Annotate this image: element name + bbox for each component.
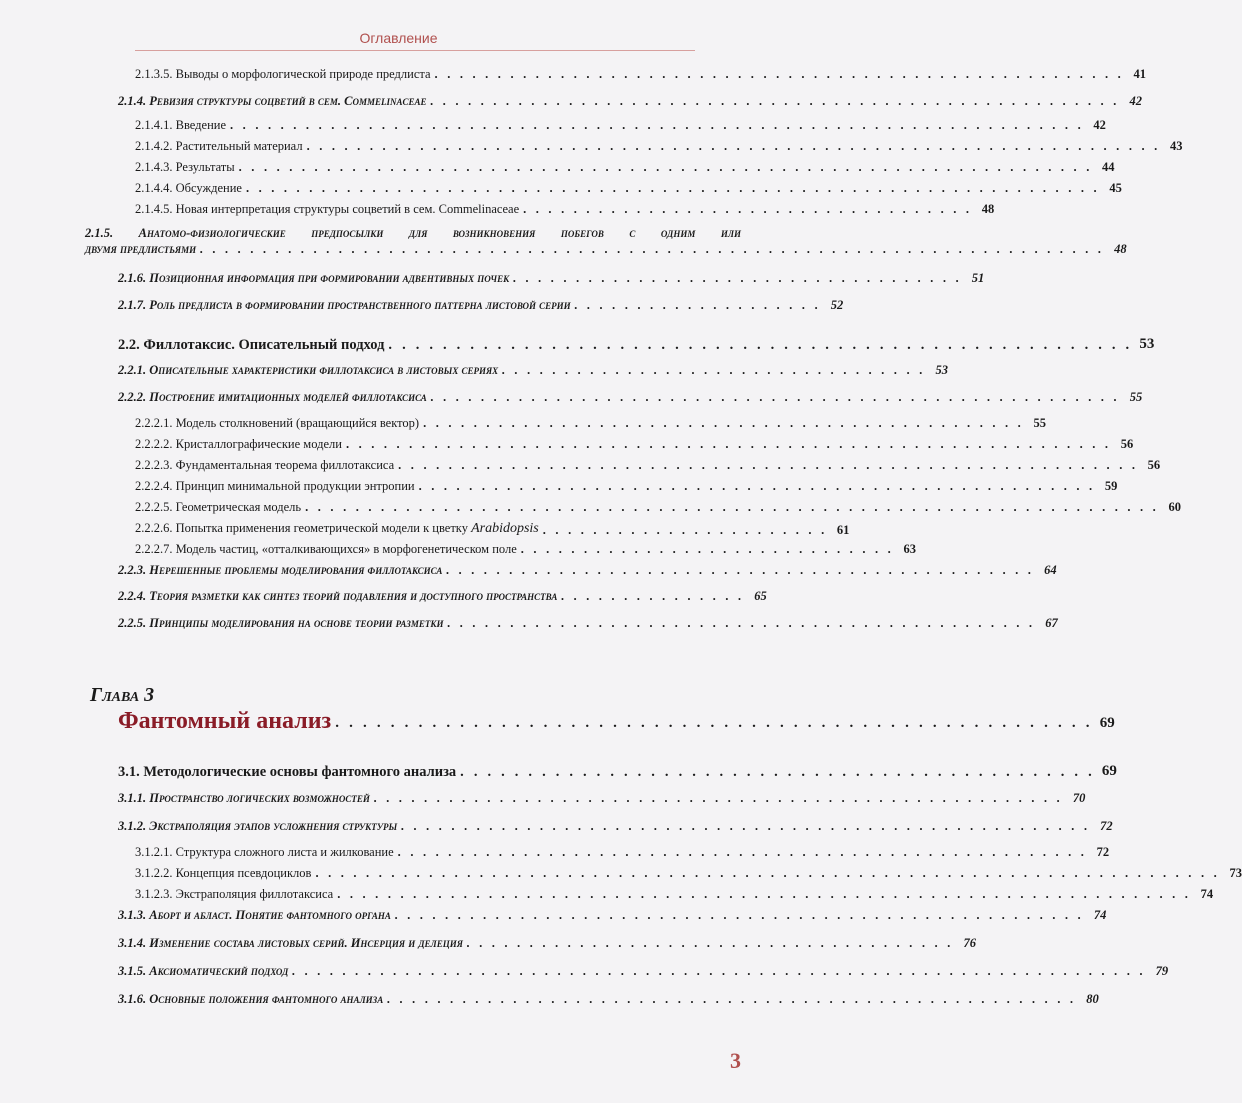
leader-dots: . . . . . . . . . . . . . . . . . . . . . . . . . . . . . . . . . . . . . . . . . . . . . . . . . . . . . . . [387,992,1077,1006]
toc-entry[interactable] [118,908,1107,922]
leader-dots: . . . . . . . . . . . . . . . . . . . . . . . . . . . . . . . . . . . . . . . . . . . . . . . . . . . . . . . . . . . . . [345,437,1112,451]
toc-entry[interactable] [135,437,1134,451]
leader-dots: . . . . . . . . . . . . . . . . . . . . . . . . . . . . . . . . . . . . . . . . . . . . . . . . . . . . . . . [430,94,1120,108]
leader-dots: . . . . . . . . . . . . . . . . . . . . . . . . . . . . . . . . . . . . . . . . . . . . . . . . . . . . . . . . . . . . . . . . . . . . [305,500,1159,514]
toc-entry[interactable] [118,298,844,312]
toc-entry-page: 56 [1120,437,1134,451]
toc-entry-title: 3.1. Методологические основы фантомного анализа [118,763,457,780]
toc-entry-page: 48 [1114,241,1127,256]
toc-entry[interactable] [135,866,1242,880]
toc-entry[interactable] [118,390,1143,404]
toc-entry-page: 76 [963,936,976,950]
toc-entry[interactable] [118,94,1142,108]
toc-entry-page: 56 [1147,458,1161,472]
toc-entry[interactable] [135,500,1181,514]
leader-dots: . . . . . . . . . . . . . . . . . . . . . . . . . . . . . . . . . . . . . . . . . . . . . . . . . . . . . . . [335,715,1093,732]
toc-entry-title: 2.2.2.5. Геометрическая модель [135,500,302,514]
toc-entry-title: 2.2. Филлотаксис. Описательный подход [118,336,385,353]
toc-entry[interactable] [118,964,1169,978]
toc-entry-page: 52 [830,298,844,312]
leader-dots: . . . . . . . . . . . . . . . . . . . . . . . . . . . . . . . . . . . . . . . . . . . . . . . . . . . . . . . . . . . . . . . . . . . . [292,964,1147,978]
toc-entry[interactable] [118,763,1117,780]
toc-entry-title: 3.1.3. Аборт и абласт. Понятие фантомного органа [118,908,391,922]
toc-entry-page: 51 [971,271,985,285]
toc-entry-title-line1: 2.1.5. Анатомо-физиологические предпосылки для возникновения побегов с одним или [85,226,741,240]
leader-dots: . . . . . . . . . . . . . . . . . . . . . . . . . . . . . . . . . . . . . . . . . . . . . . . [446,563,1035,577]
toc-entry-title: 3.1.1. Пространство логических возможностей [118,791,370,805]
toc-entry-title: 2.1.3.5. Выводы о морфологической природе предлиста [135,67,431,81]
toc-entry-page: 70 [1072,791,1086,805]
leader-dots: . . . . . . . . . . . . . . . . . . . . . . . . . . . . . . . . . . . . . . . [466,936,954,950]
toc-entry-title: 2.2.4. Теория разметки как синтез теорий подавления и доступного пространства [118,589,558,603]
chapter-label: Глава 3 [90,684,155,706]
toc-entry[interactable] [118,589,767,603]
toc-entry-title: 2.1.4.2. Растительный материал [135,139,303,153]
toc-entry-page: 65 [754,589,767,603]
leader-dots: . . . . . . . . . . . . . . . . . . . . . . . . . . . . . . . . . . . . . . . . . . . . . . . . . . . . . . . [430,390,1121,404]
leader-dots: . . . . . . . . . . . . . . . . . . . . . . . . . . . . . . [520,542,894,556]
toc-entry[interactable] [135,181,1122,195]
leader-dots: . . . . . . . . . . . . . . . . . . . . . . . . . . . . . . . . . . . . . . . . . . . . . . . . . . . . . . . . . . . . . . . . . . . . [337,887,1192,901]
toc-entry-page: 73 [1229,866,1242,880]
leader-dots: . . . . . . . . . . . . . . . . . . . . . . . . . . . . . . . . . . . . . . . . . . . . . . . . [423,416,1024,430]
toc-entry[interactable] [118,936,976,950]
toc-entry-page: 69 [1101,763,1117,779]
leader-dots: . . . . . . . . . . . . . . . . . . . . . . . . . . . . . . . . . . . . . . . . . . . . . . . . . . . . . . . [373,791,1064,805]
toc-entry-title: 2.2.2.6. Попытка применения геометрической модели к цветку Arabidopsis [135,521,539,536]
toc-entry-page: 53 [1139,336,1155,352]
chapter-title-row[interactable] [118,708,1115,736]
leader-dots: . . . . . . . . . . . . . . . . . . . . . . . . . . . . . . . . . . . . [523,202,973,216]
toc-entry[interactable] [135,887,1214,901]
toc-entry-title: 3.1.4. Изменение состава листовых серий. Инсерция и делеция [118,936,463,950]
toc-entry-page: 41 [1133,67,1146,81]
toc-entry-page: 43 [1169,139,1183,153]
toc-entry-title: 2.1.4.1. Введение [135,118,227,132]
toc-entry[interactable] [135,845,1110,859]
toc-entry-title: 2.2.5. Принципы моделирования на основе теории разметки [118,616,444,630]
toc-entry[interactable] [118,336,1155,353]
toc-entry-title: 3.1.6. Основные положения фантомного анализа [118,992,384,1006]
leader-dots: . . . . . . . . . . . . . . . . . . . . . . . . . . . . . . . . . . . . . . . . . . . . . . . . . . . . . . . . . . . . . . . . . . . . . . . . [315,866,1220,880]
toc-entry[interactable] [135,139,1183,153]
toc-entry-title: 3.1.2. Экстраполяция этапов усложнения структуры [118,819,398,833]
toc-entry-page: 79 [1155,964,1169,978]
toc-entry-page: 48 [981,202,995,216]
leader-dots: . . . . . . . . . . . . . . . . . . . . . . . . . . . . . . . . . . . . . . . . . . . . . . . . . . . . . . . [388,336,1133,353]
toc-entry-title: 2.1.4.3. Результаты [135,160,235,174]
toc-entry[interactable] [135,479,1118,493]
toc-entry-page: 60 [1168,500,1181,514]
toc-entry-title: 2.2.2.3. Фундаментальная теорема филлотаксиса [135,458,395,472]
toc-entry-title: 2.2.2.2. Кристаллографические модели [135,437,342,451]
leader-dots: . . . . . . . . . . . . . . . . . . . . . . . . . . . . . . . . . . . . . . . . . . . . . . . . . . . . . . . [401,819,1091,833]
leader-dots: . . . . . . . . . . . . . . . . . . . . . . . . . . . . . . . . . . . . . . . . . . . . . . . . . . . . . . . [397,845,1088,859]
toc-entry-page: 59 [1104,479,1118,493]
toc-entry-title: 2.2.2.7. Модель частиц, «отталкивающихся» в морфогенетическом поле [135,542,517,556]
toc-entry-page: 55 [1033,416,1046,430]
leader-dots: . . . . . . . . . . . . . . . . . . . . . . . . . . . . . . . . . . . . . . . . . . . . . . . . . . . . . . . . . . . [398,458,1139,472]
toc-entry-page: 72 [1096,845,1110,859]
toc-entry-page: 72 [1100,819,1113,833]
toc-entry-page: 55 [1129,390,1143,404]
toc-entry-title: 2.2.2.1. Модель столкновений (вращающийся вектор) [135,416,420,430]
toc-entry-page: 42 [1093,118,1106,132]
leader-dots: . . . . . . . . . . . . . . . . . . . . . . . . . . . . . . . . . . . . . . . . . . . . . . . . . . . . . . . . . . . . . . . . . . . . [230,118,1084,132]
toc-entry[interactable] [118,819,1113,833]
leader-dots: . . . . . . . . . . . . . . . . . . . . . . . . . . . . . . . . . . . . [513,271,963,285]
leader-dots: . . . . . . . . . . . . . . . . . . . . . . . . . . . . . . . . . . [502,363,926,377]
leader-dots: . . . . . . . . . . . . . . . . . . . . [574,298,822,312]
leader-dots: . . . . . . . . . . . . . . . . . . . . . . . [542,522,828,537]
leader-dots: . . . . . . . . . . . . . . . . . . . . . . . . . . . . . . . . . . . . . . . . . . . . . . . . . . . . . . [418,479,1096,493]
leader-dots: . . . . . . . . . . . . . . . [561,589,745,603]
leader-dots: . . . . . . . . . . . . . . . . . . . . . . . . . . . . . . . . . . . . . . . . . . . . . . . . . . . . . . . . . . . . . . . . . . . . [306,139,1161,153]
toc-entry-title: 2.2.2. Построение имитационных моделей филлотаксиса [118,390,427,404]
leader-dots: . . . . . . . . . . . . . . . . . . . . . . . . . . . . . . . . . . . . . . . . . . . . . . . . . . . . . . . [434,67,1124,81]
toc-entry-page: 61 [836,522,850,537]
toc-entry-page: 74 [1200,887,1214,901]
leader-dots: . . . . . . . . . . . . . . . . . . . . . . . . . . . . . . . . . . . . . . . . . . . . . . . . . . . . . . . . . . . . . . . . . . . . . . . . [200,241,1105,256]
toc-entry[interactable] [135,416,1046,430]
toc-entry[interactable] [118,271,985,285]
toc-entry-title: 2.1.4. Ревизия структуры соцветий в сем. Commelinaceae [118,94,427,108]
toc-entry[interactable] [118,616,1058,630]
toc-entry-page: 53 [935,363,948,377]
toc-entry-title: 2.2.1. Описательные характеристики филлотаксиса в листовых сериях [118,363,499,377]
toc-entry[interactable] [135,67,1146,81]
toc-entry[interactable] [118,563,1057,577]
leader-dots: . . . . . . . . . . . . . . . . . . . . . . . . . . . . . . . . . . . . . . . . . . . . . . . [447,616,1036,630]
toc-entry[interactable] [135,118,1106,132]
toc-entry-title: 2.2.2.4. Принцип минимальной продукции энтропии [135,479,415,493]
toc-entry[interactable] [118,791,1086,805]
toc-entry[interactable] [135,202,995,216]
toc-entry-title: 3.1.2.2. Концепция псевдоциклов [135,866,312,880]
running-header: Оглавление [359,30,438,46]
toc-entry-page: 80 [1086,992,1099,1006]
leader-dots: . . . . . . . . . . . . . . . . . . . . . . . . . . . . . . . . . . . . . . . . . . . . . . . . . . . . . . . . . . . . . . . . . . . . [245,181,1100,195]
toc-entry-title: 2.1.4.4. Обсуждение [135,181,242,195]
toc-entry[interactable] [118,363,948,377]
toc-entry-page: 67 [1045,616,1058,630]
toc-entry-page: 45 [1109,181,1122,195]
toc-entry-title: 2.1.6. Позиционная информация при формировании адвентивных почек [118,271,510,285]
toc-entry[interactable] [135,160,1115,174]
toc-entry-title: 2.1.7. Роль предлиста в формировании пространственного паттерна листовой серии [118,298,571,312]
toc-entry-page: 44 [1102,160,1115,174]
toc-entry-title: 2.2.3. Нерешенные проблемы моделирования филлотаксиса [118,563,443,577]
page-number: 3 [730,1048,741,1073]
toc-entry-page: 74 [1093,908,1107,922]
toc-entry[interactable] [135,458,1161,472]
italic-genus-name: Arabidopsis [471,521,539,536]
toc-entry[interactable] [118,992,1099,1006]
toc-entry[interactable] [135,542,916,556]
toc-entry-title-line2: двумя предлистьями [85,241,197,256]
leader-dots: . . . . . . . . . . . . . . . . . . . . . . . . . . . . . . . . . . . . . . . . . . . . . . . . . . . . . . . [394,908,1085,922]
leader-dots: . . . . . . . . . . . . . . . . . . . . . . . . . . . . . . . . . . . . . . . . . . . . . . . . . . . . . . . . . . . . . . . . . . . . [238,160,1093,174]
toc-entry-title: 3.1.2.1. Структура сложного листа и жилкование [135,845,394,859]
toc-entry-title: 2.1.4.5. Новая интерпретация структуры соцветий в сем. Commelinaceae [135,202,520,216]
toc-entry-page: 42 [1129,94,1142,108]
toc-entry-title: 3.1.5. Аксиоматический подход [118,964,289,978]
toc-entry-page: 64 [1044,563,1057,577]
toc-entry-page: 63 [903,542,916,556]
toc-entry-wrapped[interactable] [85,226,1127,256]
chapter-title: Фантомный анализ [118,708,332,734]
leader-dots: . . . . . . . . . . . . . . . . . . . . . . . . . . . . . . . . . . . . . . . . . . . . . . . [460,763,1095,780]
toc-entry[interactable] [135,521,850,537]
toc-entry-title: 3.1.2.3. Экстраполяция филлотаксиса [135,887,334,901]
chapter-page: 69 [1099,715,1115,732]
